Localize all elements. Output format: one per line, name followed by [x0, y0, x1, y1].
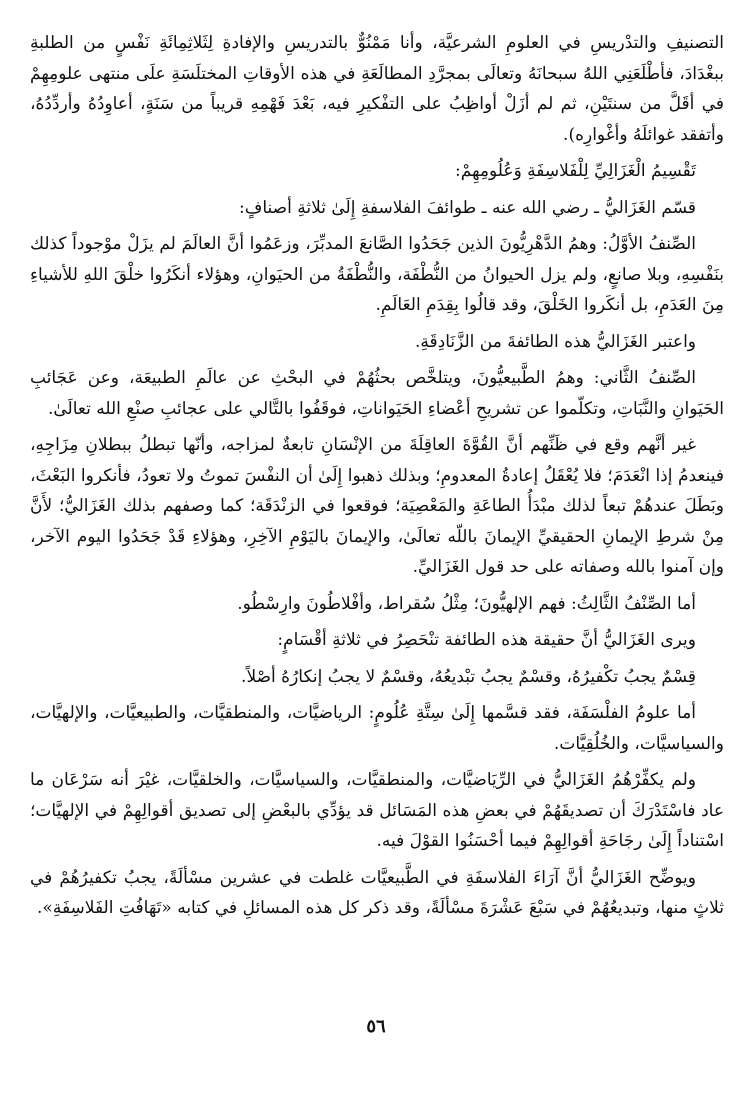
- paragraph-third-class: أما الصِّنْفُ الثَّالِثُ: فهم الإلهيُّونَ؛ مِثْلُ سُقراط، وأفْلاطُونَ وارِسْطُو.: [237, 593, 696, 614]
- paragraph-first-class: الصِّنفُ الأوَّلُ: وهمُ الدَّهْرِيُّونَ الذين جَحَدُوا الصَّانعَ المدبِّرَ، وزعَمُوا أنَّ العالَمَ لم يزَلْ موْجوداً كذلك بنَفْسِهِ، وبلا صانعٍ، ولم يزل الحيوانُ من النُّطْفَة، والنُّطْفَةُ من الحيَوانِ، وهؤلاء أنكَرُوا خلْقَ اللهِ للأشياءِ مِنَ العَدَمِ، بل أنكَروا الخَلْقَ، وقد قالُوا بِقِدَمِ العَالَمِ.: [30, 234, 724, 315]
- page-number: ٥٦: [366, 1016, 386, 1037]
- paragraph-second-class: الصِّنفُ الثَّاني: وهمُ الطَّبيعيُّونَ، ويتلخَّص بحثُهُمْ في البحْثِ عن عالَمِ الطبيعَة، وعن عَجَائبِ الحَيَوانِ والنَّبَاتِ، وتكلّموا عن تشريحِ أعْضاءِ الحَيَواناتِ، فوقَفُوا بالتَّالي على عجائبِ صنْعِ الله تعالَىٰ.: [30, 368, 724, 419]
- paragraph-intro: قسّم الغَزَاليُّ ـ رضي الله عنه ـ طوائفَ الفلاسفةِ إِلَىٰ ثلاثةِ أصنافٍ:: [239, 197, 696, 218]
- page-body: [30, 28, 724, 930]
- paragraph-not-disbelief: ولم يكفِّرْهُمُ الغَزَاليُّ في الرِّيَاضيَّات، والمنطقيَّات، والسياسيَّات، والخلقيَّات، غيْرَ أنه سَرْعَان ما عاد فاسْتَدْرَكَ أن تصديقَهُمْ في بعضِ هذه المَسَائل قد يؤدِّي بالبعْضِ إلى تصديق أقوالِهِمْ في الإلهيَّات؛ اسْتناداً إِلَىٰ رجَاحَةِ أقوالِهِمْ فيما أحْسَنُوا القوْلَ فيه.: [30, 770, 724, 851]
- paragraph-sciences: أما علومُ الفلْسَفَة، فقد قسَّمها إِلَىٰ سِتَّةِ عُلُومٍ: الرياضيَّات، والمنطقيَّات، والطبيعيَّات، والإلهيَّات، والسياسيَّات، والخُلُقِيَّات.: [30, 703, 724, 754]
- paragraph-parts-list: قِسْمٌ يجبُ تكْفيرُهُ، وقسْمٌ يجبُ تبْديعُهُ، وقسْمٌ لا يجبُ إنكارُهُ أصْلاً.: [241, 666, 696, 687]
- paragraph-twenty-issues: ويوضِّح الغَزَاليُّ أنَّ آرَاءَ الفلاسفَةِ في الطَّبيعيَّات غلطت في عشرين مسْألَةً، يجبُ تكفيرُهُمْ في ثلاثٍ منها، وتبديعُهُمْ في سَبْعَ عَشْرَةَ مسْألَةً، وقد ذكر كل هذه المسائلِ في كتابه «تَهَافُتِ الفَلاسِفَةِ».: [30, 867, 724, 918]
- paragraph-continuation: التصنيفِ والتدْريسِ في العلومِ الشرعيَّة، وأنا مَمْنُوٌّ بالتدريسِ والإفادةِ لِثَلاثِمِائَةِ نَفْسٍ من الطلبةِ ببغْدَادَ، فأطْلَعَنِي اللهُ سبحانَهُ وتعالَى بمجرَّدِ المطالَعَةِ في هذه الأوقاتِ المختلَسَةِ علَى منتهى علومِهِمْ في أقَلَّ من سنتَيْنِ، ثم لم أزَلْ أواظِبُ على التفْكيرِ فيه، بَعْدَ فَهْمِهِ قريباً من سَنَةٍ، أعاوِدُهُ وأردِّدُهُ، وأتفقد غوائلَهُ وأغْوارِه).: [30, 33, 724, 145]
- paragraph-zanadiqa: واعتبر الغَزَاليُّ هذه الطائفةَ من الزَّنَادِقَةِ.: [414, 331, 696, 352]
- paragraph-naturalists-view: غير أنَّهم وقع في ظَنِّهم أنَّ القُوَّةَ العاقِلَةَ من الإنْسَانِ تابعةٌ لمزاجه، وأنّها تبطلُ ببطلانِ مِزَاجِهِ، فينعدمُ إذا انْعَدَمَ؛ فلا يُعْقَلُ إعادةُ المعدومِ؛ وبذلك ذهبوا إِلَىٰ أن النفْسَ تموتُ ولا تعودُ، فأنكروا البَعْثَ، وبَطَلَ عندهُمْ تبعاً لذلك مبْدَأُ الطاعَةِ والمَعْصِيَة؛ فوقعوا في الزنْدَقَة؛ كما وصفهم بذلك الغَزَاليُّ؛ لأَنَّ مِنْ شرطِ الإيمانِ الحقيقيِّ الإيمانَ باللّه تعالَىٰ، والإيمانَ باليَوْمِ الآخِرِ، وهؤلاءِ قَدْ جَحَدُوا اليوم الآخر، وإن آمنوا بالله وصفاته على حد قول الغَزَاليِّ.: [30, 435, 724, 577]
- section-heading: تَقْسِيمُ الْغَزَالِيِّ لِلْفَلاسِفَةِ وَعُلُومِهِمْ:: [455, 161, 696, 181]
- paragraph-three-parts: ويرى الغَزَاليُّ أنَّ حقيقة هذه الطائفة تنْحَصِرُ في ثلاثةِ أقْسَامٍ:: [277, 630, 696, 650]
